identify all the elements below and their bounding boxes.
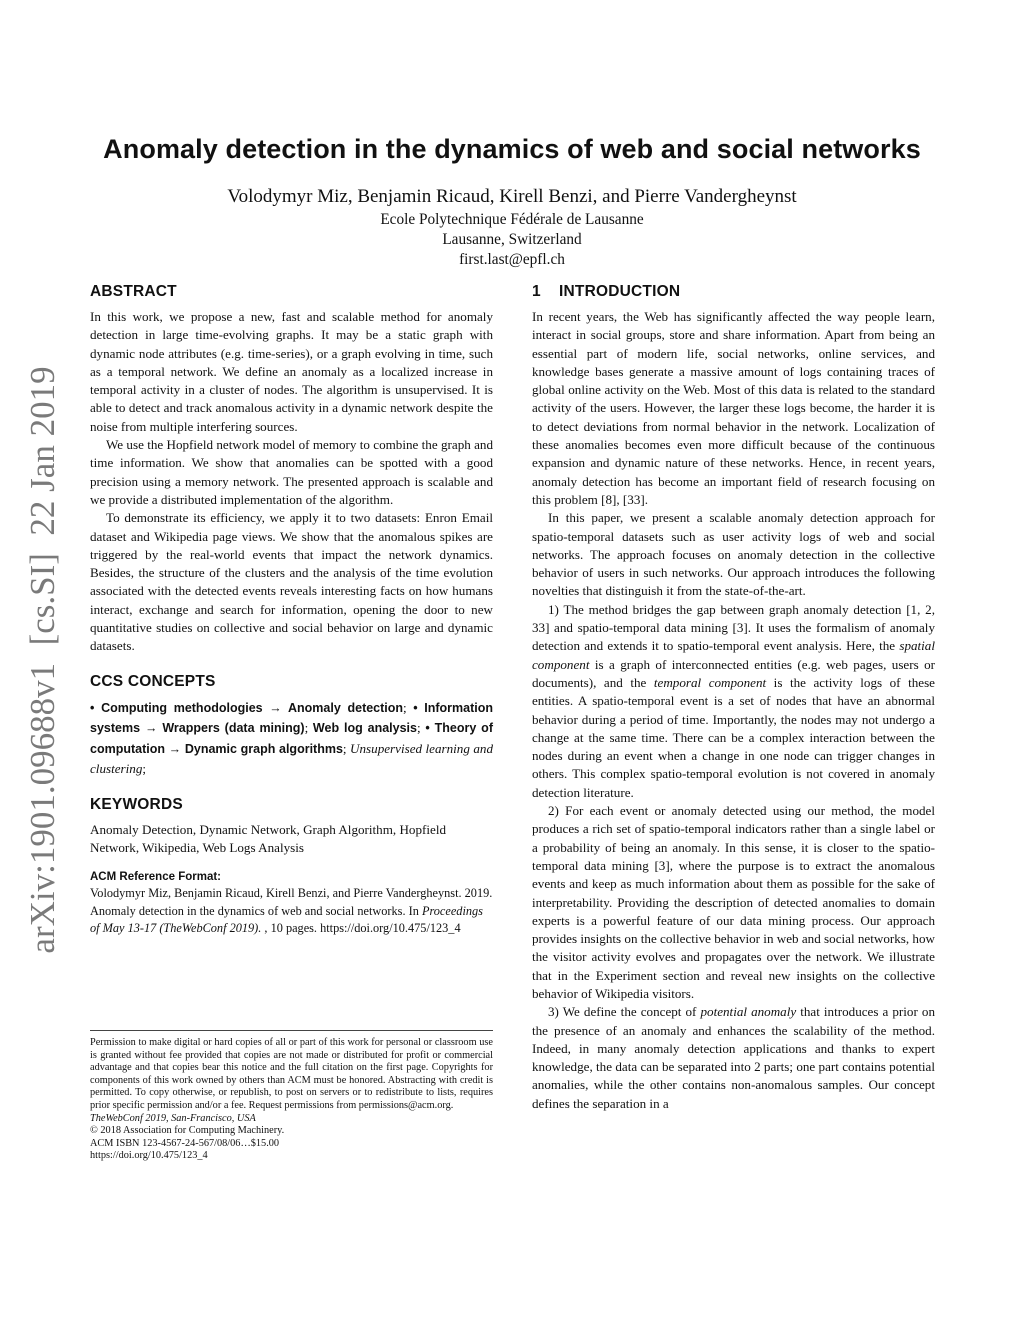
intro-paragraph-4: 2) For each event or anomaly detected using our method, the model produces a rich set of spatio-temporal indicators rather than a single label or a probability of being an anomaly. In this sense, it is closer to the spatio-temporal data mining [3], where the purpose is to extract the anomalous events and keep as much information about them as possible for the sake of interpretability. Providing the description of detected anomalies to domain experts is a powerful feature of our data mining process. Our approach provides insights on the collective behavior in web and social networks, how the visitor activity evolves and propagates over the network. We illustrate that in the Experiment section and reveal new insights on the collective behavior of Wikipedia visitors.: [532, 803, 935, 1001]
intro-p3-italic-1: spatial component: [532, 638, 935, 672]
ccs-separator: ;: [416, 720, 426, 736]
affiliation-block: [0, 210, 1024, 270]
acm-reference-heading: ACM Reference Format:: [90, 871, 221, 884]
acm-reference-venue: Proceedings of May 13-17 (TheWebConf 2019).: [90, 903, 483, 936]
intro-p3-text-c: is the activity logs of these entities. A spatio-temporal event is a set of nodes that have an abnormal behavior during a period of time. Importantly, the nodes may not undergo a change at the same time. There can be a complex interaction between the nodes during an event when a change in one node can trigger changes in others. This complex spatio-temporal evolution is not covered in anomaly detection literature.: [532, 674, 935, 800]
ccs-separator: ;: [142, 761, 147, 777]
affiliation-location: Lausanne, Switzerland: [442, 231, 582, 248]
keywords-text: Anomaly Detection, Dynamic Network, Graph Algorithm, Hopfield Network, Wikipedia, Web Logs Analysis: [90, 821, 446, 855]
acm-reference-text: [90, 885, 493, 938]
intro-p5-text-b: that introduces a prior on the presence of an anomaly and enhances the scalability of the method. Indeed, in many anomaly detection applications and thanks to expert knowledge, the data can be separated into 2 parts; one part contains potential anomalies, while the other contains non-anomalous samples. Our concept defines the separation in a: [532, 1004, 935, 1111]
ccs-separator: ;: [403, 699, 414, 715]
affiliation-institution: Ecole Polytechnique Fédérale de Lausanne: [380, 211, 644, 228]
ccs-separator: ;: [304, 720, 313, 736]
paper-title: Anomaly detection in the dynamics of web and social networks: [103, 134, 921, 164]
arxiv-stamp: arXiv:1901.09688v1 [cs.SI] 22 Jan 2019: [23, 366, 62, 954]
ccs-item-2: • Information systems → Wrappers (data mining): [90, 700, 493, 736]
ccs-item-5: Unsupervised learning and clustering: [90, 740, 494, 777]
ccs-item-1: • Computing methodologies → Anomaly detection: [90, 700, 404, 715]
intro-paragraph-3: [532, 601, 935, 802]
section-title: INTRODUCTION: [559, 283, 681, 300]
intro-paragraph-2: In this paper, we present a scalable anomaly detection approach for spatio-temporal datasets such as user activity logs of web and social networks. The approach focuses on anomaly detection in the collective behavior of users in such networks. Our approach introduces the following novelties that distinguish it from the state-of-the-art.: [532, 510, 935, 599]
abstract-heading: ABSTRACT: [90, 283, 177, 300]
copyright-note: © 2018 Association for Computing Machinery.: [90, 1125, 285, 1137]
affiliation-email: first.last@epfl.ch: [459, 251, 565, 268]
right-column: [532, 282, 935, 1113]
left-column: [90, 282, 493, 938]
abstract-paragraph-3: To demonstrate its efficiency, we apply it to two datasets: Enron Email dataset and Wikipedia page views. We show that the anomalous spikes are triggered by the real-world events that impact the network dynamics. Besides, the structure of the clusters and the analysis of the time evolution associated with the detected events reveals interesting facts on how humans interact, exchange and search for information, opening the door to new quantitative studies on collective and social behavior on large and dynamic datasets.: [90, 510, 493, 654]
intro-p3-italic-2: temporal component: [653, 674, 767, 690]
ccs-concepts: [90, 698, 493, 779]
acm-reference-citation: Volodymyr Miz, Benjamin Ricaud, Kirell Benzi, and Pierre Vandergheynst. 2019. Anomaly detection in the dynamics of web and social networks. In: [90, 886, 493, 918]
keywords-heading: KEYWORDS: [90, 795, 183, 813]
permission-text: Permission to make digital or hard copies of all or part of this work for personal or classroom use is granted without fee provided that copies are not made or distributed for profit or commercial advantage and that copies bear this notice and the full citation on the first page. Copyrights for components of this work owned by others than ACM must be honored. Abstracting with credit is permitted. To copy otherwise, or republish, to post on servers or to redistribute to lists, requires prior specific permission and/or a fee. Request permissions from permissions@acm.org.: [90, 1037, 493, 1111]
ccs-heading: CCS CONCEPTS: [90, 672, 216, 690]
footnote-divider: [90, 1030, 493, 1031]
introduction-heading: [532, 282, 935, 302]
isbn-note: ACM ISBN 123-4567-24-567/08/06…$15.00: [90, 1137, 280, 1149]
ccs-item-3: Web log analysis: [312, 721, 417, 736]
intro-p5-italic: potential anomaly: [700, 1004, 797, 1020]
author-list: Volodymyr Miz, Benjamin Ricaud, Kirell Benzi, and Pierre Vandergheynst: [227, 186, 797, 207]
abstract-paragraph-2: We use the Hopfield network model of memory to combine the graph and time information. We show that anomalies can be spotted with a good precision using a memory network. The presented approach is scalable and we provide a distributed implementation of the algorithm.: [90, 437, 493, 507]
conference-note: TheWebConf 2019, San-Francisco, USA: [90, 1112, 256, 1124]
acm-reference-pages: , 10 pages. https://doi.org/10.475/123_4: [261, 921, 461, 936]
permission-footnote: [90, 1030, 493, 1163]
intro-p3-text-b: is a graph of interconnected entities (e.g. web pages, users or documents), and the: [532, 656, 935, 690]
ccs-item-4: • Theory of computation → Dynamic graph algorithms: [90, 721, 493, 756]
intro-p5-text-a: 3) We define the concept of: [548, 1004, 701, 1020]
section-number: 1: [532, 283, 541, 300]
intro-paragraph-5: [532, 1003, 935, 1113]
intro-p3-text-a: 1) The method bridges the gap between graph anomaly detection [1, 2, 33] and spatio-temporal data mining [3]. It uses the formalism of anomaly detection and extends it to spatio-temporal event analysis. Here, the: [532, 601, 935, 654]
ccs-separator: ;: [342, 740, 351, 756]
doi-link[interactable]: https://doi.org/10.475/123_4: [90, 1150, 208, 1162]
intro-paragraph-1: In recent years, the Web has significantly affected the way people learn, interact in social groups, store and share information. Apart from being an essential part of modern life, social networks, online services, and knowledge bases generate a massive amount of logs containing traces of global online activity on the Web. Most of this data is related to the standard activity of the users. However, the larger these logs become, the harder it is to detect deviations from normal behavior in the network. Localization of these anomalies becomes even more difficult because of the continuous expansion and dynamic nature of these networks. Hence, in recent years, anomaly detection has become an important field of research focusing on this problem [8], [33].: [532, 309, 935, 507]
abstract-paragraph-1: In this work, we propose a new, fast and scalable method for anomaly detection in large time-evolving graphs. It may be a static graph with dynamic node attributes (e.g. time-series), or a graph evolving in time, such as a temporal network. We define an anomaly as a localized increase in temporal activity in a cluster of nodes. The algorithm is unsupervised. It is able to detect and track anomalous activity in a dynamic network despite the noise from multiple interfering sources.: [90, 309, 493, 434]
